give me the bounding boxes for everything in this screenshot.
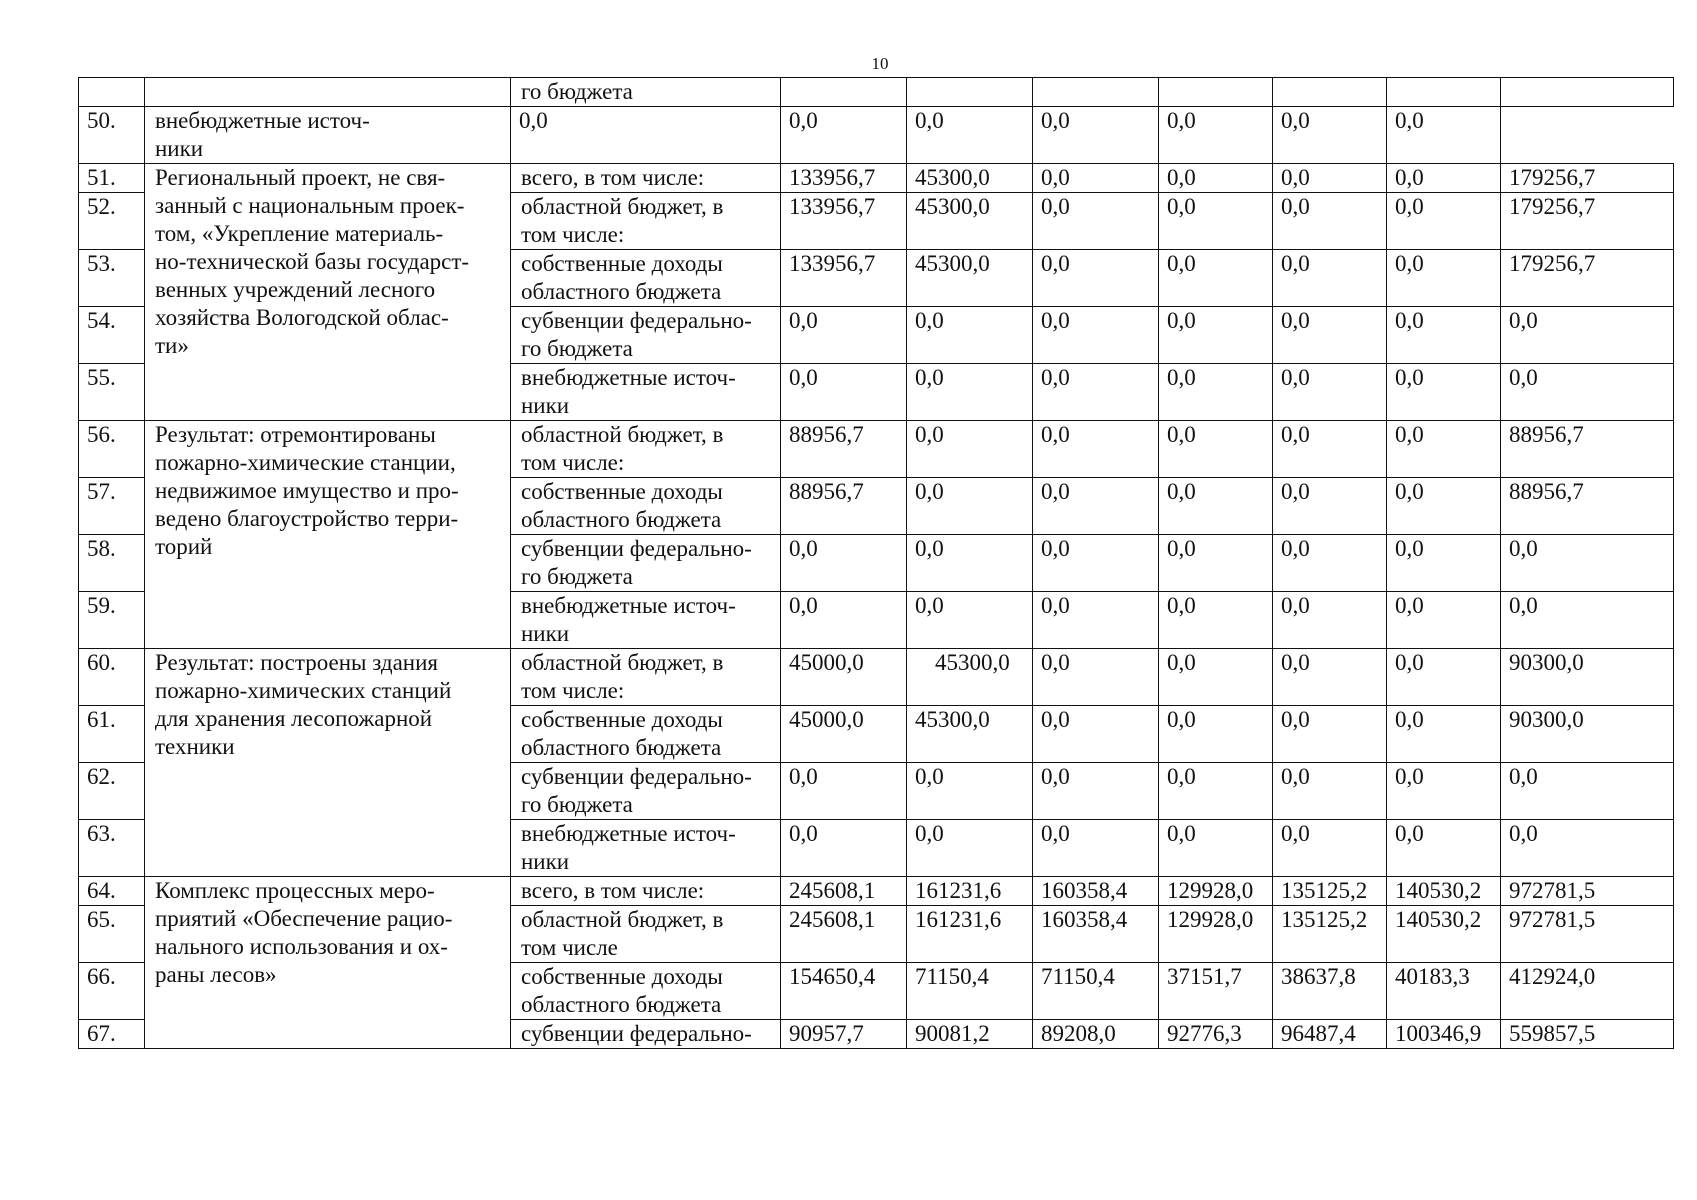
amount-cell: 559857,5 bbox=[1501, 1020, 1674, 1049]
amount-cell: 161231,6 bbox=[907, 877, 1033, 906]
row-number: 52. bbox=[79, 193, 145, 250]
funding-source-line: собственные доходы bbox=[521, 251, 723, 276]
budget-table bbox=[78, 77, 1674, 1049]
amount-cell: 0,0 bbox=[1033, 164, 1159, 193]
amount-cell: 0,0 bbox=[1159, 193, 1273, 250]
amount-cell: 0,0 bbox=[1273, 364, 1387, 421]
amount-cell: 160358,4 bbox=[1033, 877, 1159, 906]
row-number: 56. bbox=[79, 421, 145, 478]
amount-cell: 0,0 bbox=[1501, 592, 1674, 649]
funding-source-line: ники bbox=[521, 621, 570, 646]
amount-cell: 0,0 bbox=[1387, 164, 1501, 193]
funding-source-line: собственные доходы bbox=[521, 964, 723, 989]
amount-cell: 140530,2 bbox=[1387, 906, 1501, 963]
description-line: венных учреждений лесного bbox=[155, 277, 436, 302]
amount-cell bbox=[1387, 78, 1501, 107]
amount-cell: 0,0 bbox=[511, 107, 781, 164]
amount-cell: 412924,0 bbox=[1501, 963, 1674, 1020]
funding-source bbox=[511, 649, 781, 706]
amount-cell: 0,0 bbox=[1387, 535, 1501, 592]
funding-source-line: том числе: bbox=[521, 450, 625, 475]
funding-source-line: внебюджетные источ- bbox=[521, 365, 736, 390]
amount-cell: 45300,0 bbox=[907, 250, 1033, 307]
amount-cell: 0,0 bbox=[781, 592, 907, 649]
funding-source-line: ники bbox=[155, 136, 204, 161]
funding-source bbox=[511, 421, 781, 478]
row-number: 57. bbox=[79, 478, 145, 535]
funding-source bbox=[511, 535, 781, 592]
amount-cell: 0,0 bbox=[781, 763, 907, 820]
row-number: 67. bbox=[79, 1020, 145, 1049]
amount-cell: 45300,0 bbox=[907, 193, 1033, 250]
description-line: том, «Укрепление материаль- bbox=[155, 221, 444, 246]
row-number: 50. bbox=[79, 107, 145, 164]
amount-cell: 0,0 bbox=[1273, 763, 1387, 820]
amount-cell: 0,0 bbox=[1387, 193, 1501, 250]
row-number: 51. bbox=[79, 164, 145, 193]
amount-cell bbox=[781, 78, 907, 107]
amount-cell: 45000,0 bbox=[781, 649, 907, 706]
amount-cell: 245608,1 bbox=[781, 877, 907, 906]
amount-cell: 100346,9 bbox=[1387, 1020, 1501, 1049]
funding-source-line: областной бюджет, в bbox=[521, 650, 724, 675]
amount-cell: 135125,2 bbox=[1273, 906, 1387, 963]
amount-cell: 0,0 bbox=[1159, 649, 1273, 706]
row-number: 58. bbox=[79, 535, 145, 592]
amount-cell: 179256,7 bbox=[1501, 164, 1674, 193]
amount-cell: 0,0 bbox=[781, 535, 907, 592]
amount-cell: 0,0 bbox=[1159, 364, 1273, 421]
amount-cell: 0,0 bbox=[1273, 706, 1387, 763]
amount-cell: 90957,7 bbox=[781, 1020, 907, 1049]
description-line: пожарно-химических станций bbox=[155, 678, 452, 703]
description-line: занный с национальным проек- bbox=[155, 193, 465, 218]
table-row bbox=[79, 78, 1674, 107]
amount-cell: 0,0 bbox=[1501, 535, 1674, 592]
amount-cell: 45300,0 bbox=[907, 164, 1033, 193]
funding-source-line: субвенции федерально- bbox=[521, 308, 752, 333]
funding-source bbox=[145, 107, 511, 164]
funding-source-line: том числе bbox=[521, 935, 618, 960]
funding-source-line: областной бюджет, в bbox=[521, 194, 724, 219]
amount-cell: 0,0 bbox=[1033, 107, 1159, 164]
amount-cell: 0,0 bbox=[1387, 820, 1501, 877]
amount-cell: 0,0 bbox=[1033, 649, 1159, 706]
amount-cell: 0,0 bbox=[1033, 706, 1159, 763]
amount-cell: 0,0 bbox=[1501, 763, 1674, 820]
amount-cell bbox=[1159, 78, 1273, 107]
amount-cell: 0,0 bbox=[1159, 706, 1273, 763]
description-line: недвижимое имущество и про- bbox=[155, 478, 459, 503]
amount-cell: 0,0 bbox=[1273, 421, 1387, 478]
funding-source bbox=[511, 164, 781, 193]
amount-cell: 0,0 bbox=[1159, 107, 1273, 164]
funding-source bbox=[511, 706, 781, 763]
amount-cell: 129928,0 bbox=[1159, 877, 1273, 906]
amount-cell: 0,0 bbox=[1033, 478, 1159, 535]
amount-cell: 0,0 bbox=[1387, 649, 1501, 706]
amount-cell: 90300,0 bbox=[1501, 649, 1674, 706]
amount-cell: 0,0 bbox=[1159, 421, 1273, 478]
amount-cell: 0,0 bbox=[781, 820, 907, 877]
funding-source-line: внебюджетные источ- bbox=[155, 108, 370, 133]
funding-source-line: областного бюджета bbox=[521, 279, 722, 304]
description-line: Региональный проект, не свя- bbox=[155, 165, 446, 190]
amount-cell: 0,0 bbox=[1387, 307, 1501, 364]
amount-cell: 972781,5 bbox=[1501, 906, 1674, 963]
funding-source-line: областной бюджет, в bbox=[521, 422, 724, 447]
funding-source bbox=[511, 478, 781, 535]
amount-cell: 88956,7 bbox=[1501, 478, 1674, 535]
amount-cell: 88956,7 bbox=[781, 421, 907, 478]
funding-source bbox=[511, 820, 781, 877]
amount-cell: 0,0 bbox=[907, 421, 1033, 478]
amount-cell: 140530,2 bbox=[1387, 877, 1501, 906]
amount-cell: 154650,4 bbox=[781, 963, 907, 1020]
funding-source-line: областного бюджета bbox=[521, 992, 722, 1017]
amount-cell: 0,0 bbox=[1273, 820, 1387, 877]
amount-cell: 0,0 bbox=[1159, 535, 1273, 592]
amount-cell bbox=[1033, 78, 1159, 107]
amount-cell: 37151,7 bbox=[1159, 963, 1273, 1020]
description-line: Результат: отремонтированы bbox=[155, 422, 436, 447]
amount-cell: 96487,4 bbox=[1273, 1020, 1387, 1049]
funding-source-line: го бюджета bbox=[521, 79, 633, 104]
amount-cell: 0,0 bbox=[1273, 250, 1387, 307]
funding-source bbox=[511, 307, 781, 364]
amount-cell: 0,0 bbox=[907, 107, 1033, 164]
amount-cell: 0,0 bbox=[907, 763, 1033, 820]
amount-cell: 89208,0 bbox=[1033, 1020, 1159, 1049]
funding-source-line: областного бюджета bbox=[521, 735, 722, 760]
amount-cell: 0,0 bbox=[1033, 820, 1159, 877]
item-description bbox=[145, 78, 511, 107]
funding-source bbox=[511, 592, 781, 649]
funding-source bbox=[511, 78, 781, 107]
amount-cell: 0,0 bbox=[907, 307, 1033, 364]
amount-cell: 0,0 bbox=[1273, 535, 1387, 592]
amount-cell: 179256,7 bbox=[1501, 250, 1674, 307]
amount-cell: 0,0 bbox=[1387, 592, 1501, 649]
amount-cell: 245608,1 bbox=[781, 906, 907, 963]
amount-cell: 0,0 bbox=[1501, 307, 1674, 364]
amount-cell: 90081,2 bbox=[907, 1020, 1033, 1049]
amount-cell: 0,0 bbox=[1159, 250, 1273, 307]
amount-cell: 0,0 bbox=[1033, 250, 1159, 307]
amount-cell: 129928,0 bbox=[1159, 906, 1273, 963]
row-number: 53. bbox=[79, 250, 145, 307]
amount-cell bbox=[907, 78, 1033, 107]
amount-cell: 0,0 bbox=[1159, 592, 1273, 649]
funding-source bbox=[511, 364, 781, 421]
row-number: 60. bbox=[79, 649, 145, 706]
amount-cell: 0,0 bbox=[1501, 820, 1674, 877]
funding-source bbox=[511, 193, 781, 250]
funding-source bbox=[511, 763, 781, 820]
amount-cell: 972781,5 bbox=[1501, 877, 1674, 906]
funding-source-line: областной бюджет, в bbox=[521, 907, 724, 932]
item-description bbox=[145, 877, 511, 1049]
funding-source-line: областного бюджета bbox=[521, 507, 722, 532]
amount-cell: 0,0 bbox=[1033, 307, 1159, 364]
row-number: 55. bbox=[79, 364, 145, 421]
funding-source-line: субвенции федерально- bbox=[521, 1021, 752, 1046]
amount-cell: 0,0 bbox=[781, 307, 907, 364]
funding-source-line: субвенции федерально- bbox=[521, 764, 752, 789]
amount-cell: 0,0 bbox=[907, 364, 1033, 421]
funding-source-line: ники bbox=[521, 393, 570, 418]
amount-cell: 71150,4 bbox=[1033, 963, 1159, 1020]
amount-cell: 0,0 bbox=[1273, 592, 1387, 649]
description-line: Комплекс процессных меро- bbox=[155, 878, 435, 903]
amount-cell: 0,0 bbox=[1273, 107, 1387, 164]
funding-source-line: том числе: bbox=[521, 222, 625, 247]
amount-cell: 0,0 bbox=[1033, 763, 1159, 820]
amount-cell: 0,0 bbox=[1159, 763, 1273, 820]
funding-source bbox=[511, 877, 781, 906]
amount-cell: 92776,3 bbox=[1159, 1020, 1273, 1049]
amount-cell: 45300,0 bbox=[907, 649, 1033, 706]
row-number: 54. bbox=[79, 307, 145, 364]
funding-source-line: ники bbox=[521, 849, 570, 874]
amount-cell: 0,0 bbox=[1033, 364, 1159, 421]
funding-source-line: собственные доходы bbox=[521, 707, 723, 732]
row-number: 66. bbox=[79, 963, 145, 1020]
funding-source-line: всего, в том числе: bbox=[521, 878, 705, 903]
amount-cell: 0,0 bbox=[1273, 478, 1387, 535]
amount-cell: 179256,7 bbox=[1501, 193, 1674, 250]
funding-source bbox=[511, 963, 781, 1020]
amount-cell: 0,0 bbox=[1387, 364, 1501, 421]
item-description bbox=[145, 649, 511, 877]
amount-cell: 0,0 bbox=[1387, 478, 1501, 535]
amount-cell: 71150,4 bbox=[907, 963, 1033, 1020]
amount-cell: 0,0 bbox=[1273, 307, 1387, 364]
description-line: хозяйства Вологодской облас- bbox=[155, 305, 449, 330]
funding-source-line: го бюджета bbox=[521, 336, 633, 361]
amount-cell: 0,0 bbox=[1387, 421, 1501, 478]
amount-cell: 160358,4 bbox=[1033, 906, 1159, 963]
amount-cell: 0,0 bbox=[1273, 193, 1387, 250]
description-line: приятий «Обеспечение рацио- bbox=[155, 906, 453, 931]
description-line: раны лесов» bbox=[155, 962, 277, 987]
amount-cell: 0,0 bbox=[1387, 763, 1501, 820]
amount-cell: 0,0 bbox=[907, 478, 1033, 535]
funding-source-line: го бюджета bbox=[521, 564, 633, 589]
description-line: ти» bbox=[155, 333, 189, 358]
funding-source bbox=[511, 1020, 781, 1049]
funding-source bbox=[511, 250, 781, 307]
amount-cell: 90300,0 bbox=[1501, 706, 1674, 763]
amount-cell: 0,0 bbox=[907, 535, 1033, 592]
amount-cell: 88956,7 bbox=[781, 478, 907, 535]
item-description bbox=[145, 164, 511, 421]
amount-cell: 0,0 bbox=[1159, 307, 1273, 364]
row-number: 63. bbox=[79, 820, 145, 877]
row-number: 61. bbox=[79, 706, 145, 763]
amount-cell: 0,0 bbox=[1159, 820, 1273, 877]
table-row bbox=[79, 421, 1674, 478]
amount-cell: 133956,7 bbox=[781, 250, 907, 307]
row-number: 64. bbox=[79, 877, 145, 906]
description-line: торий bbox=[155, 534, 213, 559]
amount-cell: 0,0 bbox=[1033, 592, 1159, 649]
amount-cell: 0,0 bbox=[1501, 364, 1674, 421]
row-number bbox=[79, 78, 145, 107]
amount-cell: 88956,7 bbox=[1501, 421, 1674, 478]
amount-cell: 0,0 bbox=[1159, 478, 1273, 535]
amount-cell bbox=[1273, 78, 1387, 107]
amount-cell: 161231,6 bbox=[907, 906, 1033, 963]
amount-cell: 45000,0 bbox=[781, 706, 907, 763]
amount-cell: 0,0 bbox=[781, 107, 907, 164]
description-line: но-технической базы государст- bbox=[155, 249, 470, 274]
row-number: 62. bbox=[79, 763, 145, 820]
funding-source-line: том числе: bbox=[521, 678, 625, 703]
funding-source-line: внебюджетные источ- bbox=[521, 593, 736, 618]
funding-source-line: субвенции федерально- bbox=[521, 536, 752, 561]
amount-cell: 0,0 bbox=[907, 820, 1033, 877]
description-line: для хранения лесопожарной bbox=[155, 706, 433, 731]
amount-cell: 0,0 bbox=[1033, 535, 1159, 592]
table-row bbox=[79, 649, 1674, 706]
table-row bbox=[79, 164, 1674, 193]
row-number: 65. bbox=[79, 906, 145, 963]
amount-cell: 38637,8 bbox=[1273, 963, 1387, 1020]
description-line: ведено благоустройство терри- bbox=[155, 506, 459, 531]
funding-source-line: собственные доходы bbox=[521, 479, 723, 504]
row-number: 59. bbox=[79, 592, 145, 649]
amount-cell: 0,0 bbox=[781, 364, 907, 421]
description-line: техники bbox=[155, 734, 235, 759]
amount-cell: 133956,7 bbox=[781, 164, 907, 193]
amount-cell: 0,0 bbox=[1387, 706, 1501, 763]
page-number: 10 bbox=[871, 54, 889, 73]
amount-cell: 40183,3 bbox=[1387, 963, 1501, 1020]
amount-cell: 133956,7 bbox=[781, 193, 907, 250]
amount-cell: 45300,0 bbox=[907, 706, 1033, 763]
amount-cell: 0,0 bbox=[1387, 107, 1501, 164]
amount-cell: 0,0 bbox=[1033, 193, 1159, 250]
amount-cell: 0,0 bbox=[1387, 250, 1501, 307]
amount-cell: 0,0 bbox=[1273, 164, 1387, 193]
amount-cell: 135125,2 bbox=[1273, 877, 1387, 906]
amount-cell: 0,0 bbox=[1159, 164, 1273, 193]
funding-source-line: внебюджетные источ- bbox=[521, 821, 736, 846]
amount-cell: 0,0 bbox=[1273, 649, 1387, 706]
amount-cell bbox=[1501, 78, 1674, 107]
table-row bbox=[79, 107, 1674, 164]
description-line: Результат: построены здания bbox=[155, 650, 438, 675]
description-line: пожарно-химические станции, bbox=[155, 450, 456, 475]
table-row bbox=[79, 877, 1674, 906]
funding-source-line: всего, в том числе: bbox=[521, 165, 705, 190]
item-description bbox=[145, 421, 511, 649]
funding-source-line: го бюджета bbox=[521, 792, 633, 817]
funding-source bbox=[511, 906, 781, 963]
description-line: нального использования и ох- bbox=[155, 934, 448, 959]
amount-cell: 0,0 bbox=[907, 592, 1033, 649]
amount-cell: 0,0 bbox=[1033, 421, 1159, 478]
